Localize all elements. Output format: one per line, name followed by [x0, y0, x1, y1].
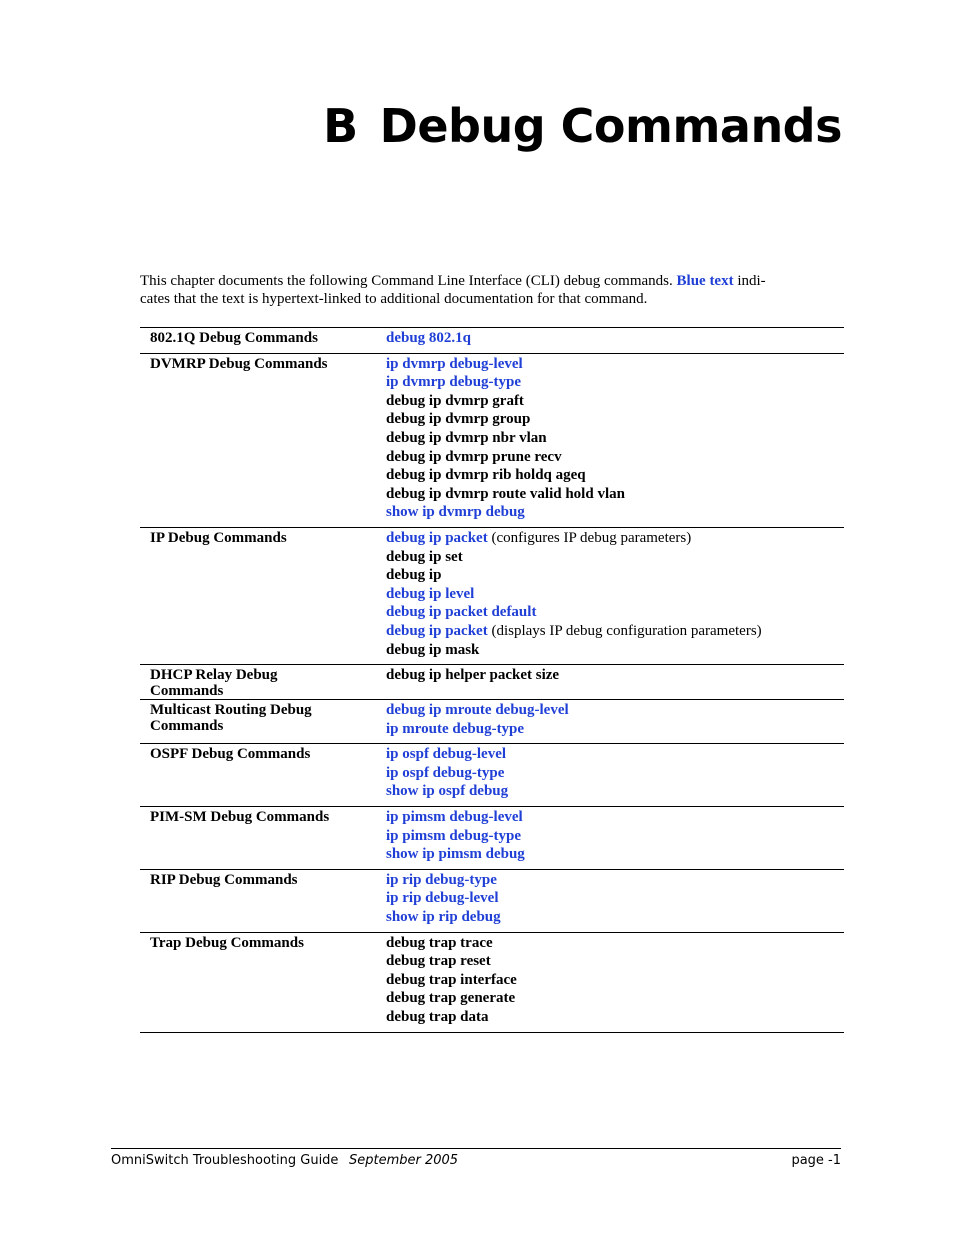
table-row [140, 353, 844, 527]
command-item [386, 392, 844, 411]
footer-date: September 2005 [349, 1153, 459, 1168]
command-text: debug ip dvmrp prune recv [386, 448, 562, 465]
command-item [386, 971, 844, 990]
command-item [386, 745, 844, 764]
command-link[interactable]: debug 802.1q [386, 330, 472, 346]
debug-commands-table [140, 327, 844, 1033]
command-list [386, 328, 844, 354]
command-item [386, 429, 844, 448]
chapter-title [140, 96, 842, 156]
command-item [386, 622, 844, 641]
command-text: debug ip dvmrp rib holdq ageq [386, 467, 586, 484]
category-label: RIP Debug Commands [150, 871, 298, 888]
command-item [386, 908, 844, 927]
command-list [386, 665, 844, 700]
command-item [386, 952, 844, 971]
command-list [386, 744, 844, 807]
command-item [386, 666, 844, 685]
command-item [386, 410, 844, 429]
command-list [386, 869, 844, 932]
command-list [386, 527, 844, 664]
command-item [386, 701, 844, 720]
table-row [140, 665, 844, 700]
command-item [386, 548, 844, 567]
table-row [140, 744, 844, 807]
command-link[interactable]: show ip ospf debug [386, 783, 509, 800]
command-text: debug ip [386, 567, 442, 584]
command-text: debug trap data [386, 1009, 489, 1025]
command-link[interactable]: ip dvmrp debug-type [386, 374, 522, 391]
category-label: Trap Debug Commands [150, 934, 304, 951]
page-footer [111, 1152, 841, 1170]
command-item [386, 373, 844, 392]
table-row [140, 932, 844, 1032]
command-link[interactable]: ip ospf debug-type [386, 764, 505, 781]
command-item [386, 764, 844, 783]
command-list [386, 932, 844, 1032]
command-link[interactable]: debug ip mroute debug-level [386, 702, 569, 719]
command-link[interactable]: show ip pimsm debug [386, 846, 525, 863]
command-item [386, 889, 844, 908]
command-item [386, 585, 844, 604]
command-link[interactable]: ip dvmrp debug-level [386, 355, 523, 372]
footer-page-number: page -1 [791, 1153, 841, 1168]
category-label: DHCP Relay Debug Commands [150, 667, 278, 700]
command-item [386, 989, 844, 1008]
category-label: Multicast Routing Debug Commands [150, 702, 312, 735]
command-link[interactable]: debug ip packet [386, 529, 488, 546]
command-link[interactable]: ip pimsm debug-type [386, 827, 522, 844]
command-text: debug trap interface [386, 971, 517, 988]
command-item [386, 871, 844, 890]
intro-text-before: This chapter documents the following Command Line Interface (CLI) debug commands. [140, 273, 677, 289]
command-link[interactable]: ip mroute debug-type [386, 720, 525, 737]
command-text: debug ip helper packet size [386, 667, 560, 684]
command-link[interactable]: show ip dvmrp debug [386, 504, 525, 521]
chapter-letter: B [323, 99, 358, 153]
footer-guide-title: OmniSwitch Troubleshooting Guide [111, 1153, 339, 1168]
table-row [140, 807, 844, 870]
command-item [386, 603, 844, 622]
table-row [140, 700, 844, 744]
intro-paragraph [140, 272, 840, 308]
command-list [386, 807, 844, 870]
command-item [386, 641, 844, 660]
intro-blue-text-link[interactable]: Blue text [676, 273, 734, 289]
command-list [386, 700, 844, 744]
command-item [386, 566, 844, 585]
command-text: debug ip mask [386, 641, 480, 658]
command-text: debug trap generate [386, 990, 516, 1007]
table-row [140, 328, 844, 354]
chapter-name: Debug Commands [379, 99, 842, 153]
command-link[interactable]: show ip rip debug [386, 909, 501, 926]
command-link[interactable]: debug ip packet [386, 622, 488, 639]
command-text: debug ip dvmrp nbr vlan [386, 429, 547, 446]
command-item [386, 808, 844, 827]
category-label: OSPF Debug Commands [150, 746, 311, 763]
command-text: debug ip dvmrp group [386, 411, 531, 428]
command-item [386, 466, 844, 485]
command-item [386, 934, 844, 953]
command-text: debug trap reset [386, 953, 491, 970]
command-link[interactable]: debug ip level [386, 585, 475, 602]
command-note: (displays IP debug configuration parameters) [487, 622, 762, 639]
intro-text-after: indi- cates that the text is hypertext-linked to additional documentation for that command. [140, 273, 766, 307]
command-item [386, 448, 844, 467]
command-link[interactable]: debug ip packet default [386, 604, 537, 621]
command-item [386, 485, 844, 504]
category-label: IP Debug Commands [150, 529, 287, 546]
command-note: (configures IP debug parameters) [487, 529, 692, 546]
command-link[interactable]: ip rip debug-type [386, 871, 497, 888]
command-item [386, 827, 844, 846]
table-row [140, 869, 844, 932]
table-row [140, 527, 844, 664]
command-item [386, 782, 844, 801]
command-link[interactable]: ip pimsm debug-level [386, 809, 523, 826]
footer-rule [111, 1148, 841, 1149]
command-text: debug trap trace [386, 934, 493, 951]
command-item [386, 529, 844, 548]
debug-commands-table-body [140, 328, 844, 1033]
command-item [386, 329, 844, 348]
command-text: debug ip dvmrp route valid hold vlan [386, 485, 625, 502]
command-link[interactable]: ip rip debug-level [386, 890, 499, 907]
category-label: 802.1Q Debug Commands [150, 330, 318, 346]
command-text: debug ip set [386, 548, 463, 565]
command-list [386, 353, 844, 527]
command-text: debug ip dvmrp graft [386, 392, 524, 409]
command-link[interactable]: ip ospf debug-level [386, 746, 507, 763]
command-item [386, 845, 844, 864]
command-item [386, 503, 844, 522]
command-item [386, 1008, 844, 1027]
command-item [386, 355, 844, 374]
category-label: PIM-SM Debug Commands [150, 809, 330, 826]
category-label: DVMRP Debug Commands [150, 355, 328, 372]
command-item [386, 720, 844, 739]
